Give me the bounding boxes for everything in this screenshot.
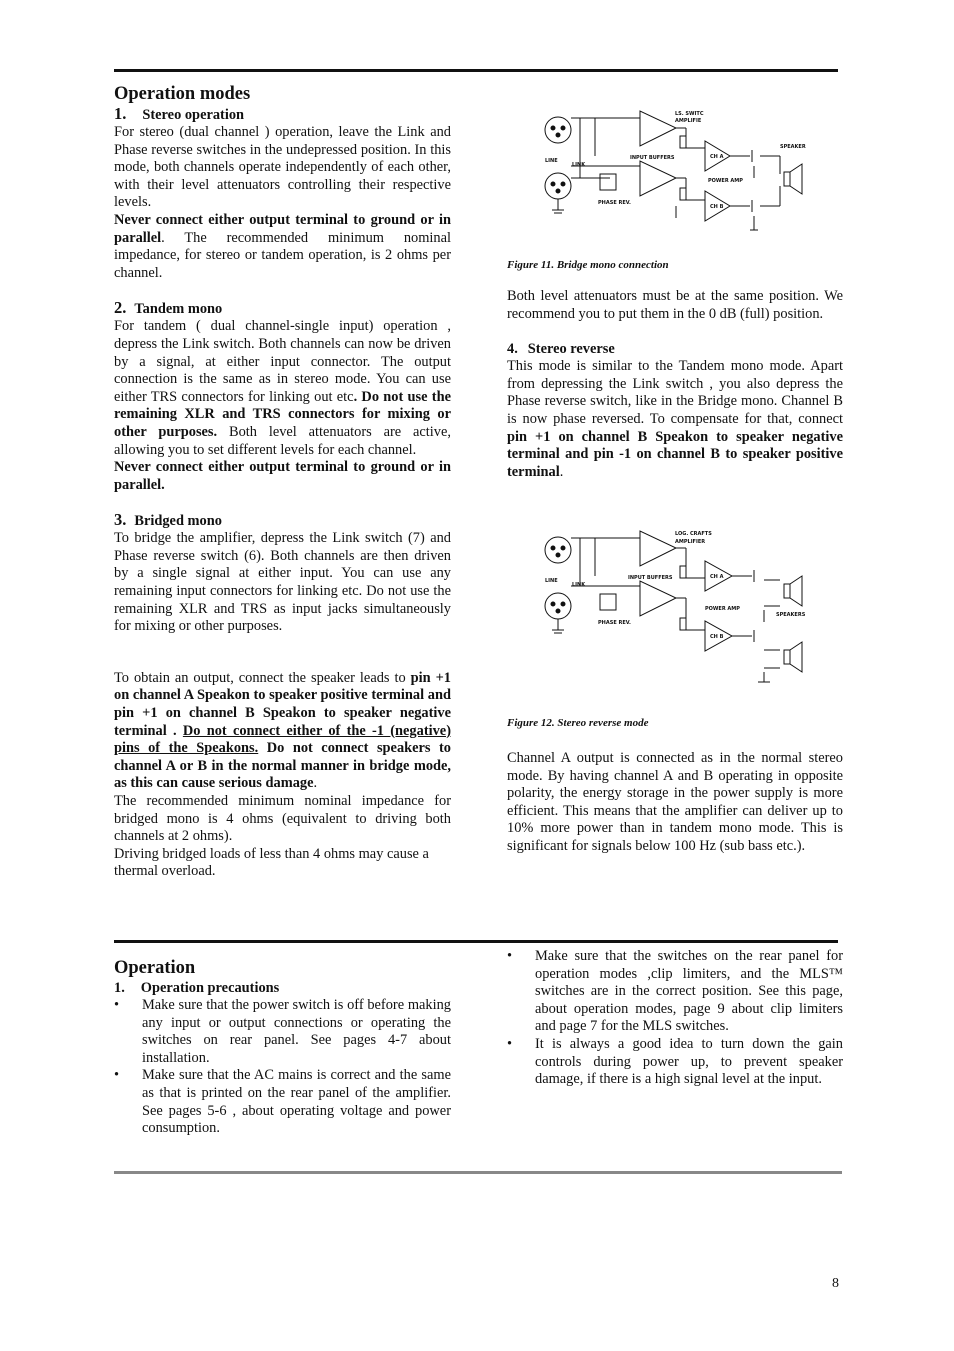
precaution-bullet-1: • Make sure that the power switch is off before making any input or output connections or operating the switches on rear panel. See pages 4-7 about installation. [114,997,451,1066]
figure-12-stereo-reverse-diagram [540,526,810,686]
right-column-bottom [507,716,843,856]
fig12-label-link: LINK [572,582,586,588]
operation-modes-column [114,83,451,881]
tandem-warning: Never connect either output terminal to ground or in parallel. [114,459,451,493]
precaution-bullet-4: • It is always a good idea to turn down the gain controls during power up, to prevent speaker damage, if there is a high signal level at the input. [507,1035,843,1088]
fig12-label-phase-rev: PHASE REV. [598,620,631,626]
bullet-glyph: • [507,948,513,964]
operation-right-column [507,948,843,1089]
xlr-connector-b-icon [545,173,571,199]
right-column-top [507,258,843,481]
page-number: 8 [832,1276,839,1291]
stereo-heading: 1. Stereo operation [114,104,245,123]
figure-11-bridge-mono-diagram [540,106,810,236]
buffer-amp-a-icon [640,111,676,146]
bridged-impedance-paragraph: The recommended minimum nominal impedance for bridged mono is 4 ohms (equivalent to driving both channels at 2 ohms). [114,793,451,845]
fig12-label-line: LINE [545,578,558,584]
figure-11-caption: Figure 11. Bridge mono connection [507,259,669,271]
precaution-bullet-3: • Make sure that the switches on the rear panel for operation modes ,clip limiters, and the MLS™ switches are in the correct position. See this page, about operation modes, page 9 about clip limiters and page 7 for the MLS switches. [507,948,843,1035]
precaution-bullet-2: • Make sure that the AC mains is correct and the same as that is printed on the rear panel of the amplifier. See pages 5-6 , about operating voltage and power consumption. [114,1067,451,1137]
fig12-label-speakers: SPEAKERS [776,612,806,618]
figure-12-caption: Figure 12. Stereo reverse mode [507,717,649,729]
xlr-connector-a-icon [545,117,571,143]
bullet-glyph: • [114,1067,120,1084]
bridged-output-paragraph: To obtain an output, connect the speaker leads to pin +1 on channel A Speakon to speaker positive terminal and pin +1 on channel B Speakon to speaker negative terminal . Do not connect either of the -1 (negative) pins of the Speakons. Do not connect speakers to channel A or B in the normal manner in bridge mode, as this can cause serious damage. [114,669,451,792]
bullet-glyph: • [507,1035,513,1052]
fig12-label-log-crafts: LOG. CRAFTS [675,531,712,537]
attenuators-paragraph: Both level attenuators must be at the same position. We recommend you to put them in the 0 dB (full) position. [507,288,843,322]
operation-precautions-heading: 1. Operation precautions [114,980,280,996]
operation-left-column [114,957,451,1138]
operation-modes-title: Operation modes [114,84,251,104]
top-rule [114,69,838,72]
speaker-b-icon [790,642,802,672]
fig11-label-ls-switch: LS. SWITC [675,111,704,117]
section-rule [114,940,838,943]
xlr-connector-a-icon [545,537,571,563]
xlr-connector-b-icon [545,593,571,619]
fig11-label-power-amp: POWER AMP [708,178,743,184]
fig11-label-amplifier: AMPLIFIE [675,118,702,124]
tandem-paragraph: For tandem ( dual channel-single input) operation , depress the Link switch. Both channels can now be driven by a signal, at either input connector. The output connection is the same as in stereo mode. You can use either TRS connectors for linking out etc. Do not use the remaining XLR and TRS connectors for mixing or other purposes. Both level attenuators are active, allowing you to set different levels for each channel. [114,318,451,458]
speaker-icon [790,164,802,194]
stereo-reverse-efficiency-paragraph: Channel A output is connected as in the normal stereo mode. By having channel A and B operating in opposite polarity, the energy storage in the power supply is more efficient. This means that the amplifier can deliver up to 10% more power than in tandem mono mode. This is significant for signals below 100 Hz (sub bass etc.). [507,750,843,854]
stereo-warning-paragraph: Never connect either output terminal to ground or in parallel. The recommended minimum nominal impedance, for stereo or tandem operation, is 2 ohms per channel. [114,211,451,281]
operation-title: Operation [114,958,196,978]
bottom-rule [114,1171,842,1174]
fig11-label-input-buffers: INPUT BUFFERS [630,155,675,161]
bridged-thermal-paragraph: Driving bridged loads of less than 4 ohms may cause a thermal overload. [114,845,429,880]
fig11-label-ch-b: CH B [710,204,724,210]
speaker-a-icon [790,576,802,606]
fig11-label-link: LINK [572,162,586,168]
fig12-label-amplifier: AMPLIFIER [675,539,706,545]
bullet-glyph: • [114,997,120,1013]
tandem-heading: 2. Tandem mono [114,298,223,318]
fig12-label-ch-b: CH B [710,634,724,640]
fig11-label-line: LINE [545,158,558,164]
fig12-label-input-buffers: INPUT BUFFERS [628,575,673,581]
fig12-label-power-amp: POWER AMP [705,606,740,612]
stereo-reverse-paragraph: This mode is similar to the Tandem mono mode. Apart from depressing the Link switch , you also depress the Phase reverse switch, like in the Bridge mono. Channel B is now phase reversed. To compensate for that, connect pin +1 on channel B Speakon to speaker negative terminal and pin -1 on channel B to speaker positive terminal. [507,358,843,480]
fig12-label-ch-a: CH A [710,574,724,580]
bridged-heading: 3. Bridged mono [114,510,222,530]
fig11-label-speaker: SPEAKER [780,144,806,150]
bridged-paragraph: To bridge the amplifier, depress the Link switch (7) and Phase reverse switch (6). Both channels are then driven by a single signal at either input. You can use any remaining input connectors for linking etc. Do not use the remaining XLR and TRS as input jacks simultaneously for mixing or other purposes. [114,530,451,635]
buffer-amp-b-icon [640,581,676,616]
stereo-reverse-heading: 4. Stereo reverse [507,341,615,358]
buffer-amp-a-icon [640,531,676,566]
fig11-label-ch-a: CH A [710,154,724,160]
buffer-amp-b-icon [640,161,676,196]
stereo-paragraph: For stereo (dual channel ) operation, leave the Link and Phase reverse switches in the undepressed position. In this mode, both channels operate independently of each other, with their level attenuators controlling their respective levels. [114,124,451,211]
fig11-label-phase-rev: PHASE REV. [598,200,631,206]
